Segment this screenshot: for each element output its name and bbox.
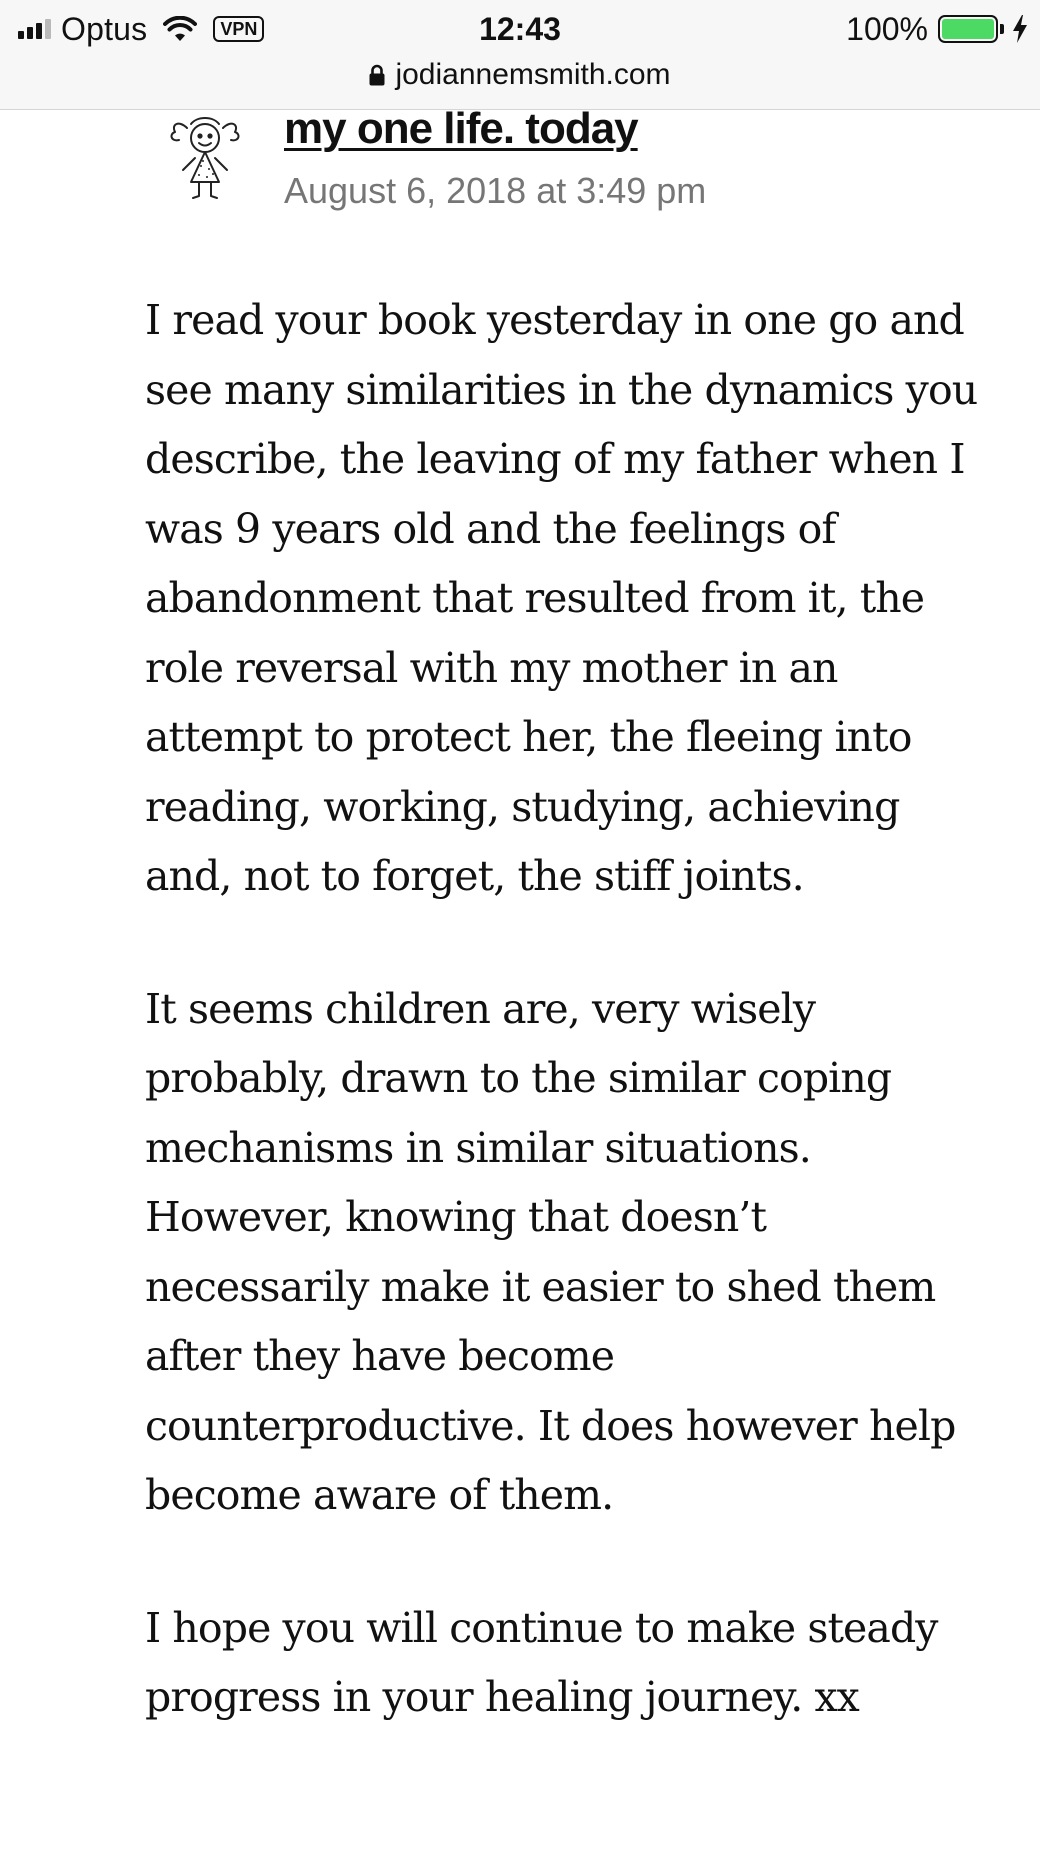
status-time: 12:43 bbox=[479, 11, 561, 47]
comment-author-link[interactable]: my one life. today bbox=[284, 104, 638, 153]
comment-paragraph: I hope you will continue to make steady progress in your healing journey. xx bbox=[145, 1603, 938, 1721]
comment-body bbox=[145, 286, 985, 1733]
status-left bbox=[18, 8, 264, 50]
status-right bbox=[846, 8, 1028, 50]
lock-icon bbox=[369, 64, 385, 86]
battery-icon bbox=[938, 15, 1004, 43]
url-text[interactable]: jodiannemsmith.com bbox=[395, 58, 671, 91]
comment-paragraph: I read your book yesterday in one go and see many similarities in the dynamics you describe, the leaving of my father when I was 9 years old and the feelings of abandonment that resulted from it, the role reversal with my mother in an attempt to protect her, the fleeing into reading, working, studying, achieving and, not to forget, the stiff joints. bbox=[145, 296, 978, 900]
comment-date[interactable]: August 6, 2018 at 3:49 pm bbox=[284, 170, 707, 211]
signal-icon bbox=[18, 19, 51, 39]
battery-percentage: 100% bbox=[846, 10, 928, 47]
carrier-name: Optus bbox=[61, 10, 148, 47]
vpn-badge: VPN bbox=[213, 16, 264, 42]
wifi-icon bbox=[163, 16, 197, 42]
comment-paragraph: It seems children are, very wisely probably, drawn to the similar coping mechanisms in similar situations. However, knowing that doesn’t necessarily make it easier to shed them after they have become counterproductive. It does however help become aware of them. bbox=[145, 984, 956, 1519]
status-bar bbox=[0, 0, 1040, 110]
url-bar[interactable] bbox=[0, 54, 1040, 96]
charging-bolt-icon bbox=[1012, 15, 1028, 43]
battery-fill bbox=[942, 19, 994, 39]
girl-doodle-avatar bbox=[165, 114, 245, 204]
